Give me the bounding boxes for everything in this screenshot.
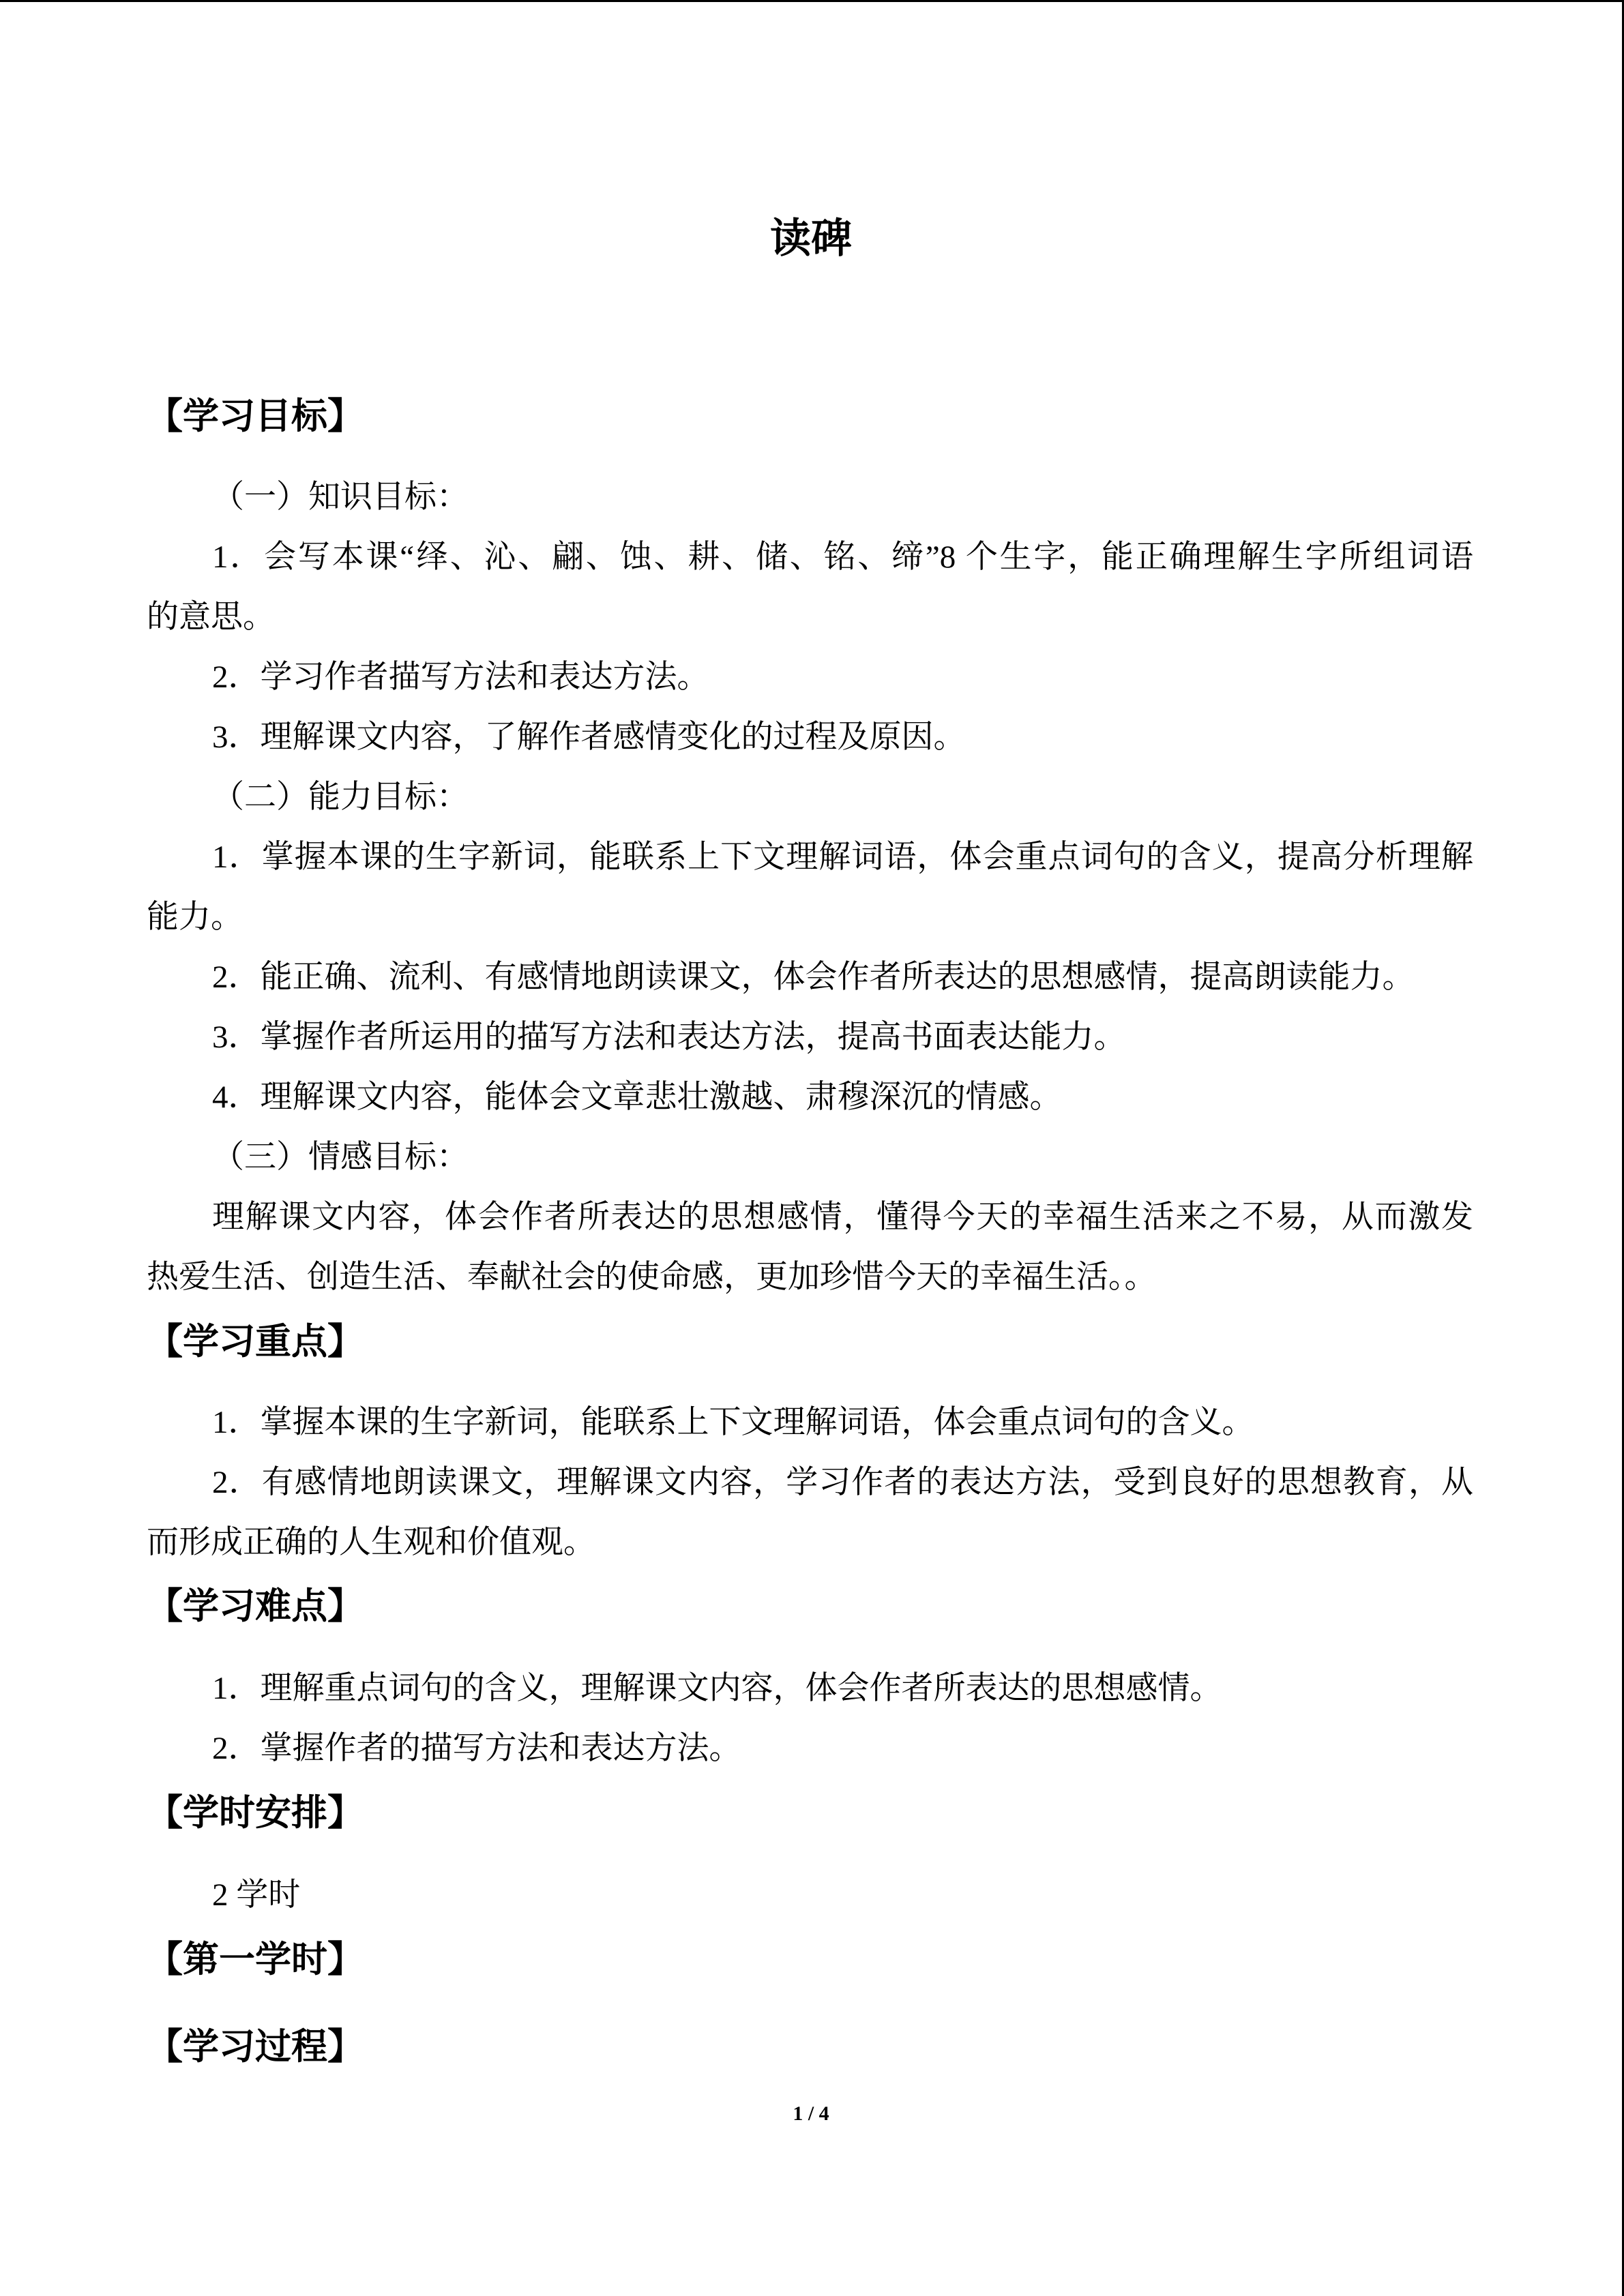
difficulty-1: 1．理解重点词句的含义，理解课文内容，体会作者所表达的思想感情。 — [212, 1671, 1222, 1706]
ability-objective-3: 3．掌握作者所运用的描写方法和表达方法，提高书面表达能力。 — [212, 1019, 1126, 1055]
key-point-1: 1．掌握本课的生字新词，能联系上下文理解词语，体会重点词句的含义。 — [212, 1405, 1254, 1440]
subheading-ability-objectives: （二）能力目标： — [212, 779, 469, 815]
knowledge-objective-2: 2．学习作者描写方法和表达方法。 — [212, 659, 709, 695]
subheading-knowledge-objectives: （一）知识目标： — [212, 479, 469, 515]
ability-objective-1-line-1: 1．掌握本课的生字新词，能联系上下文理解词语，体会重点词句的含义，提高分析理解 — [212, 839, 1473, 875]
knowledge-objective-1-line-2: 的意思。 — [147, 599, 275, 635]
emotion-objective-line-1: 理解课文内容，体会作者所表达的思想感情，懂得今天的幸福生活来之不易，从而激发 — [212, 1199, 1473, 1235]
section-heading-process: 【学习过程】 — [147, 2026, 364, 2068]
knowledge-objective-3: 3．理解课文内容，了解作者感情变化的过程及原因。 — [212, 719, 966, 755]
emotion-objective-line-2: 热爱生活、创造生活、奉献社会的使命感，更加珍惜今天的幸福生活。。 — [147, 1259, 1157, 1295]
ability-objective-2: 2．能正确、流利、有感情地朗读课文，体会作者所表达的思想感情，提高朗读能力。 — [212, 959, 1415, 995]
difficulty-2: 2．掌握作者的描写方法和表达方法。 — [212, 1731, 741, 1766]
section-heading-objectives: 【学习目标】 — [147, 396, 364, 437]
schedule-text: 2 学时 — [212, 1877, 301, 1913]
section-heading-schedule: 【学时安排】 — [147, 1792, 364, 1834]
section-heading-first-period: 【第一学时】 — [147, 1939, 364, 1980]
subheading-emotion-objectives: （三）情感目标： — [212, 1139, 469, 1175]
page-title: 读碑 — [770, 215, 852, 263]
page-number: 1 / 4 — [793, 2102, 829, 2125]
ability-objective-4: 4．理解课文内容，能体会文章悲壮激越、肃穆深沉的情感。 — [212, 1079, 1062, 1115]
section-heading-key-points: 【学习重点】 — [147, 1321, 364, 1362]
knowledge-objective-1-line-1: 1．会写本课“绎、沁、翩、蚀、耕、储、铭、缔”8 个生字，能正确理解生字所组词语 — [212, 539, 1473, 575]
key-point-2-line-1: 2．有感情地朗读课文，理解课文内容，学习作者的表达方法，受到良好的思想教育，从 — [212, 1465, 1473, 1500]
section-heading-difficulties: 【学习难点】 — [147, 1585, 364, 1627]
ability-objective-1-line-2: 能力。 — [147, 899, 243, 935]
key-point-2-line-2: 而形成正确的人生观和价值观。 — [147, 1525, 595, 1560]
